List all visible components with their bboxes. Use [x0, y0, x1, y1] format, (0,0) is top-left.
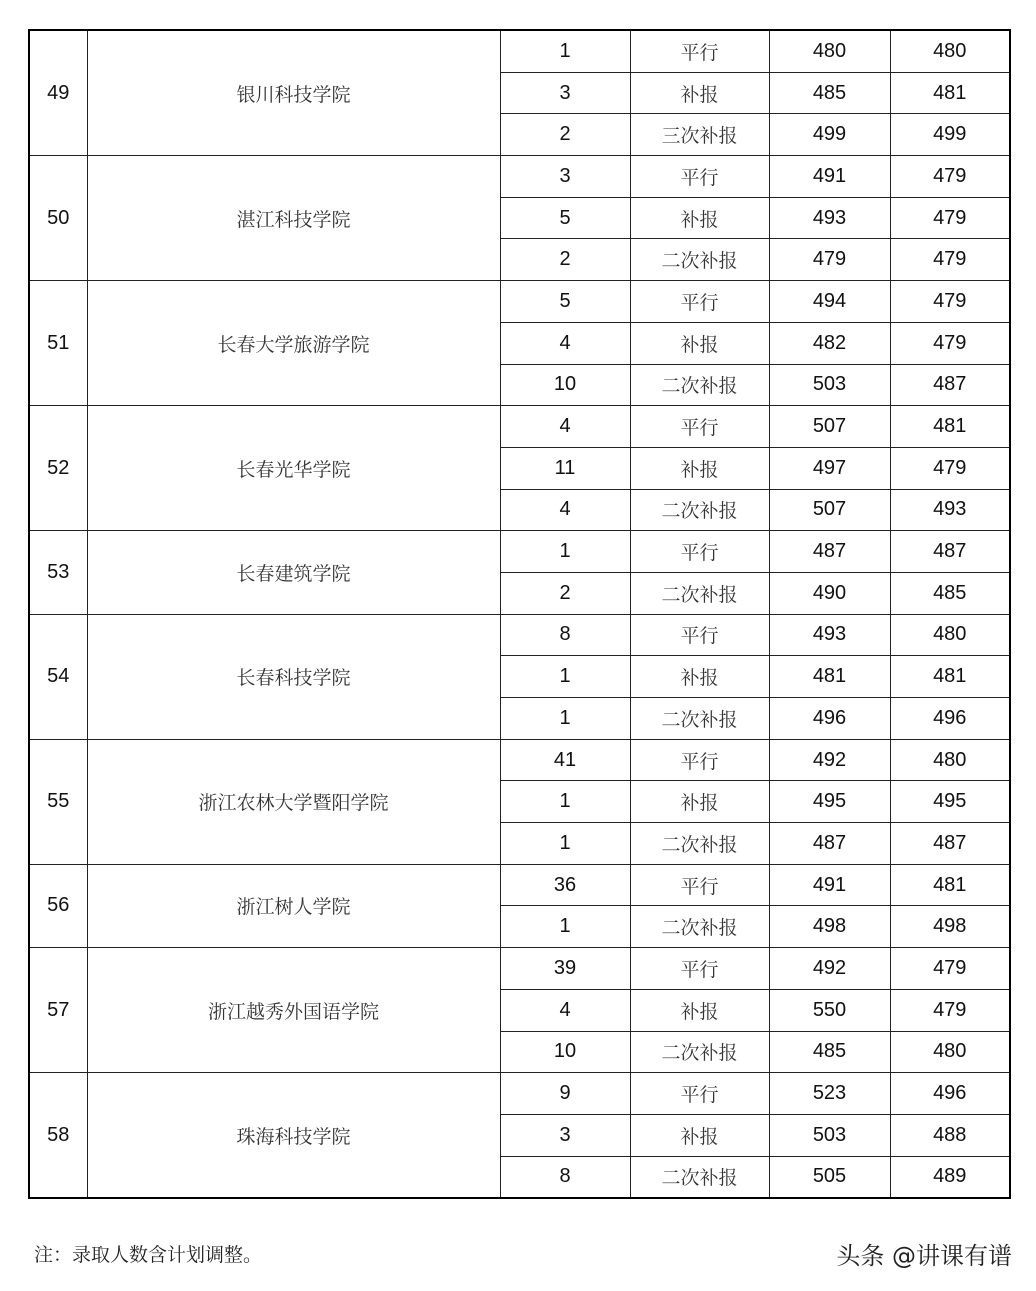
enrolled-count: 8 — [500, 614, 630, 656]
school-number: 57 — [29, 948, 87, 1073]
min-score: 479 — [890, 447, 1010, 489]
min-score: 488 — [890, 1114, 1010, 1156]
max-score: 523 — [769, 1073, 890, 1115]
enrolled-count: 1 — [500, 906, 630, 948]
school-name: 长春建筑学院 — [87, 531, 500, 614]
table-row — [29, 30, 1010, 72]
table-row — [29, 281, 1010, 323]
enrolled-count: 4 — [500, 989, 630, 1031]
max-score: 505 — [769, 1156, 890, 1198]
table-row — [29, 406, 1010, 448]
school-number: 54 — [29, 614, 87, 739]
batch: 平行 — [630, 531, 769, 573]
min-score: 479 — [890, 989, 1010, 1031]
min-score: 481 — [890, 406, 1010, 448]
enrolled-count: 41 — [500, 739, 630, 781]
enrolled-count: 1 — [500, 823, 630, 865]
school-number: 50 — [29, 156, 87, 281]
enrolled-count: 1 — [500, 656, 630, 698]
max-score: 485 — [769, 72, 890, 114]
school-name: 银川科技学院 — [87, 30, 500, 156]
enrolled-count: 2 — [500, 239, 630, 281]
batch: 补报 — [630, 656, 769, 698]
batch: 平行 — [630, 156, 769, 198]
min-score: 493 — [890, 489, 1010, 531]
table-row — [29, 156, 1010, 198]
min-score: 487 — [890, 531, 1010, 573]
max-score: 491 — [769, 156, 890, 198]
min-score: 480 — [890, 739, 1010, 781]
batch: 补报 — [630, 1114, 769, 1156]
max-score: 492 — [769, 948, 890, 990]
enrolled-count: 8 — [500, 1156, 630, 1198]
max-score: 550 — [769, 989, 890, 1031]
min-score: 479 — [890, 322, 1010, 364]
enrolled-count: 5 — [500, 197, 630, 239]
max-score: 493 — [769, 614, 890, 656]
watermark: 头条 @讲课有谱 — [836, 1242, 1012, 1270]
enrolled-count: 36 — [500, 864, 630, 906]
max-score: 507 — [769, 489, 890, 531]
batch: 二次补报 — [630, 1156, 769, 1198]
table-row — [29, 948, 1010, 990]
school-name: 长春大学旅游学院 — [87, 281, 500, 406]
max-score: 482 — [769, 322, 890, 364]
school-name: 珠海科技学院 — [87, 1073, 500, 1199]
min-score: 499 — [890, 114, 1010, 156]
batch: 平行 — [630, 948, 769, 990]
min-score: 498 — [890, 906, 1010, 948]
batch: 平行 — [630, 1073, 769, 1115]
min-score: 480 — [890, 614, 1010, 656]
max-score: 480 — [769, 30, 890, 72]
max-score: 495 — [769, 781, 890, 823]
school-name: 浙江树人学院 — [87, 864, 500, 947]
school-name: 长春科技学院 — [87, 614, 500, 739]
max-score: 479 — [769, 239, 890, 281]
max-score: 490 — [769, 572, 890, 614]
batch: 平行 — [630, 739, 769, 781]
batch: 二次补报 — [630, 572, 769, 614]
school-number: 52 — [29, 406, 87, 531]
school-number: 49 — [29, 30, 87, 156]
enrolled-count: 4 — [500, 322, 630, 364]
table-row — [29, 1073, 1010, 1115]
batch: 补报 — [630, 781, 769, 823]
enrolled-count: 10 — [500, 1031, 630, 1073]
max-score: 497 — [769, 447, 890, 489]
enrolled-count: 1 — [500, 781, 630, 823]
school-name: 长春光华学院 — [87, 406, 500, 531]
min-score: 480 — [890, 30, 1010, 72]
batch: 补报 — [630, 989, 769, 1031]
admission-table — [28, 29, 1011, 1199]
batch: 二次补报 — [630, 698, 769, 740]
enrolled-count: 4 — [500, 406, 630, 448]
enrolled-count: 2 — [500, 572, 630, 614]
min-score: 495 — [890, 781, 1010, 823]
enrolled-count: 2 — [500, 114, 630, 156]
max-score: 496 — [769, 698, 890, 740]
min-score: 480 — [890, 1031, 1010, 1073]
max-score: 494 — [769, 281, 890, 323]
max-score: 503 — [769, 1114, 890, 1156]
enrolled-count: 10 — [500, 364, 630, 406]
batch: 补报 — [630, 72, 769, 114]
enrolled-count: 1 — [500, 531, 630, 573]
enrolled-count: 9 — [500, 1073, 630, 1115]
batch: 平行 — [630, 30, 769, 72]
max-score: 503 — [769, 364, 890, 406]
enrolled-count: 39 — [500, 948, 630, 990]
batch: 补报 — [630, 447, 769, 489]
batch: 三次补报 — [630, 114, 769, 156]
min-score: 479 — [890, 239, 1010, 281]
enrolled-count: 1 — [500, 698, 630, 740]
min-score: 479 — [890, 156, 1010, 198]
batch: 补报 — [630, 322, 769, 364]
min-score: 496 — [890, 698, 1010, 740]
school-number: 55 — [29, 739, 87, 864]
table-row — [29, 531, 1010, 573]
school-name: 湛江科技学院 — [87, 156, 500, 281]
max-score: 485 — [769, 1031, 890, 1073]
min-score: 479 — [890, 948, 1010, 990]
min-score: 481 — [890, 72, 1010, 114]
enrolled-count: 3 — [500, 72, 630, 114]
min-score: 485 — [890, 572, 1010, 614]
max-score: 499 — [769, 114, 890, 156]
enrolled-count: 3 — [500, 1114, 630, 1156]
max-score: 507 — [769, 406, 890, 448]
school-name: 浙江越秀外国语学院 — [87, 948, 500, 1073]
max-score: 487 — [769, 823, 890, 865]
min-score: 496 — [890, 1073, 1010, 1115]
batch: 二次补报 — [630, 1031, 769, 1073]
school-name: 浙江农林大学暨阳学院 — [87, 739, 500, 864]
table-row — [29, 614, 1010, 656]
batch: 二次补报 — [630, 239, 769, 281]
school-number: 58 — [29, 1073, 87, 1199]
max-score: 481 — [769, 656, 890, 698]
batch: 平行 — [630, 406, 769, 448]
min-score: 479 — [890, 197, 1010, 239]
enrolled-count: 3 — [500, 156, 630, 198]
batch: 平行 — [630, 864, 769, 906]
batch: 平行 — [630, 281, 769, 323]
max-score: 492 — [769, 739, 890, 781]
min-score: 479 — [890, 281, 1010, 323]
batch: 二次补报 — [630, 364, 769, 406]
batch: 平行 — [630, 614, 769, 656]
max-score: 491 — [769, 864, 890, 906]
batch: 补报 — [630, 197, 769, 239]
min-score: 487 — [890, 364, 1010, 406]
min-score: 481 — [890, 656, 1010, 698]
table-row — [29, 864, 1010, 906]
enrolled-count: 1 — [500, 30, 630, 72]
min-score: 489 — [890, 1156, 1010, 1198]
batch: 二次补报 — [630, 906, 769, 948]
max-score: 487 — [769, 531, 890, 573]
table-row — [29, 739, 1010, 781]
batch: 二次补报 — [630, 489, 769, 531]
footnote: 注：录取人数含计划调整。 — [34, 1244, 263, 1266]
min-score: 487 — [890, 823, 1010, 865]
batch: 二次补报 — [630, 823, 769, 865]
enrolled-count: 4 — [500, 489, 630, 531]
school-number: 53 — [29, 531, 87, 614]
min-score: 481 — [890, 864, 1010, 906]
enrolled-count: 11 — [500, 447, 630, 489]
school-number: 51 — [29, 281, 87, 406]
max-score: 498 — [769, 906, 890, 948]
max-score: 493 — [769, 197, 890, 239]
school-number: 56 — [29, 864, 87, 947]
enrolled-count: 5 — [500, 281, 630, 323]
